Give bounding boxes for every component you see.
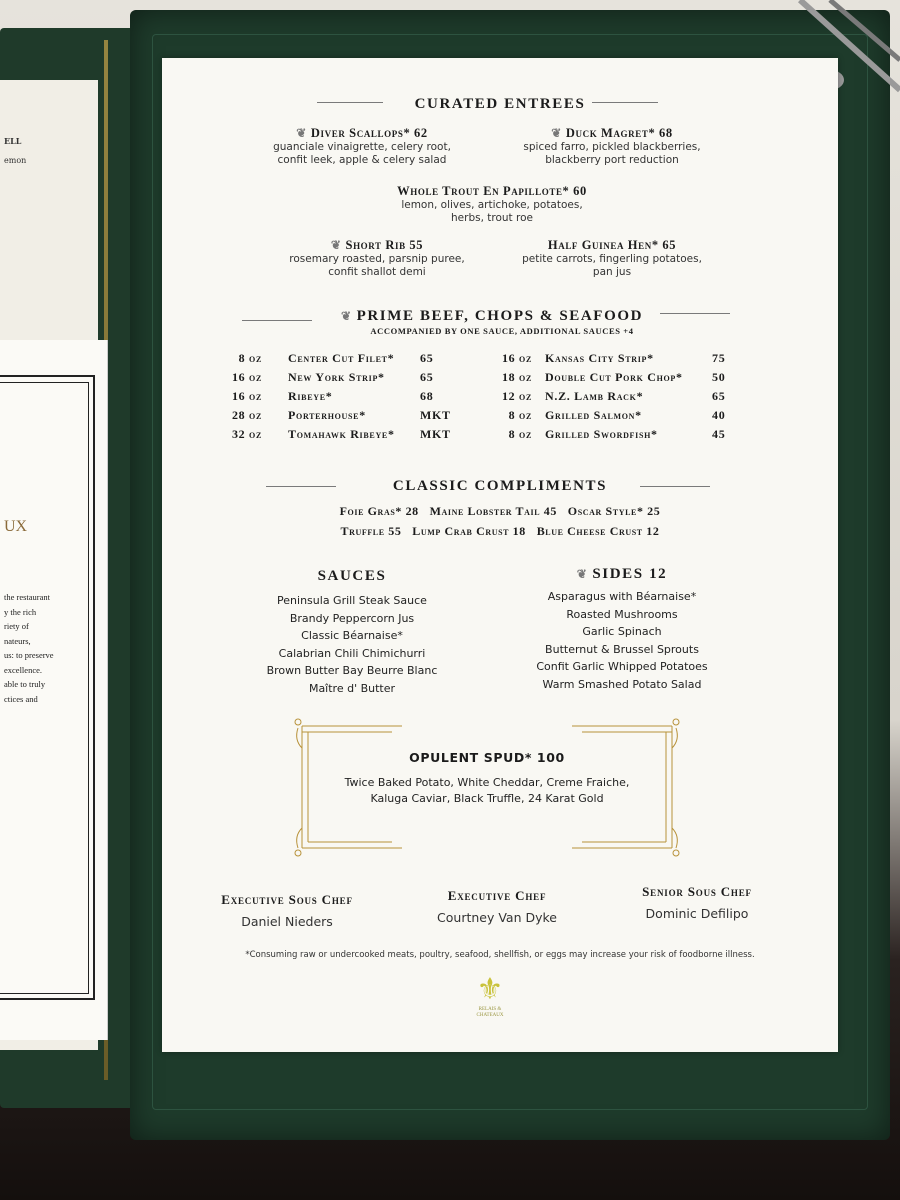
beef-item-name: New York Strip* xyxy=(288,370,385,384)
left-page-text: ELL xyxy=(4,136,22,146)
beef-item-name: Ribeye* xyxy=(288,389,333,403)
leaf-icon: ❦ xyxy=(551,126,562,140)
side-item: Confit Garlic Whipped Potatoes xyxy=(536,660,708,674)
entree-item: ❦ Duck Magret* 68 spiced farro, pickled blackberries, blackberry port reduction xyxy=(523,126,701,166)
sides-list xyxy=(502,588,742,694)
beef-item-price: 45 xyxy=(712,427,726,441)
sauces-list xyxy=(232,592,472,698)
beef-item-name: Center Cut Filet* xyxy=(288,351,395,365)
beef-item-size: 16 oz xyxy=(231,370,262,384)
entrees-heading: CURATED ENTREES xyxy=(414,96,586,112)
beef-item-price: 75 xyxy=(712,351,726,365)
relais-chateaux-logo: ⚜ RELAIS & CHATEAUX xyxy=(470,973,510,1023)
beef-subheading: ACCOMPANIED BY ONE SAUCE, ADDITIONAL SAUCES +4 xyxy=(370,326,634,336)
beef-item-size: 8 oz xyxy=(238,351,262,365)
beef-item-price: MKT xyxy=(420,408,451,422)
beef-item-price: 40 xyxy=(712,408,726,422)
side-item: Garlic Spinach xyxy=(582,625,662,639)
beef-item-size: 8 oz xyxy=(508,408,532,422)
left-insert-card xyxy=(0,340,108,1040)
chef-credit: Executive Sous Chef Daniel Nieders xyxy=(221,892,353,929)
chef-credit: Senior Sous Chef Dominic Defilipo xyxy=(642,884,752,921)
insert-title: UX xyxy=(4,518,28,535)
sauce-item: Classic Béarnaise* xyxy=(301,629,403,643)
entree-item: Half Guinea Hen* 65 petite carrots, fingerling potatoes, pan jus xyxy=(522,238,702,278)
opulent-spud: OPULENT SPUD* 100 Twice Baked Potato, White Cheddar, Creme Fraiche, Kaluga Caviar, Black Truffle, 24 Karat Gold xyxy=(344,750,630,805)
beef-item-name: Grilled Swordfish* xyxy=(545,427,658,441)
beef-item-price: 50 xyxy=(712,370,726,384)
entree-item: ❦ Short Rib 55 rosemary roasted, parsnip puree, confit shallot demi xyxy=(289,238,465,278)
beef-item-name: N.Z. Lamb Rack* xyxy=(545,389,644,403)
compliments-heading: CLASSIC COMPLIMENTS xyxy=(392,478,608,494)
beef-item-price: MKT xyxy=(420,427,451,441)
sauce-item: Brandy Peppercorn Jus xyxy=(289,611,415,625)
entree-item: ❦ Diver Scallops* 62 guanciale vinaigrette, celery root, confit leek, apple & celery salad xyxy=(273,126,451,166)
sauce-item: Peninsula Grill Steak Sauce xyxy=(277,594,427,607)
beef-item-size: 32 oz xyxy=(231,427,262,441)
compliments-row: Truffle 55 Lump Crab Crust 18 Blue Cheese Crust 12 xyxy=(340,524,660,538)
beef-item-name: Double Cut Pork Chop* xyxy=(545,370,683,384)
left-page-text: emon xyxy=(4,156,27,165)
sauces-heading: SAUCES xyxy=(317,568,387,584)
beef-item-size: 28 oz xyxy=(231,408,262,422)
side-item: Warm Smashed Potato Salad xyxy=(542,677,702,691)
beef-item-price: 65 xyxy=(712,389,726,403)
health-disclaimer: *Consuming raw or undercooked meats, poultry, seafood, shellfish, or eggs may increase your risk of foodborne illness. xyxy=(245,950,755,960)
beef-item-price: 65 xyxy=(420,351,434,365)
beef-item-name: Kansas City Strip* xyxy=(545,351,654,365)
beef-item-price: 68 xyxy=(420,389,434,403)
sauce-item: Brown Butter Bay Beurre Blanc xyxy=(266,664,438,678)
beef-item-price: 65 xyxy=(420,370,434,384)
insert-text: the restaurant y the rich riety of nateurs, us: to preserve excellence. able to truly ctices and xyxy=(4,592,54,704)
fleur-de-lis-icon: ⚜ xyxy=(476,972,504,1007)
beef-item-name: Porterhouse* xyxy=(288,408,366,422)
chef-credit: Executive Chef Courtney Van Dyke xyxy=(437,888,557,925)
menu-page xyxy=(162,58,838,1052)
entree-item: Whole Trout En Papillote* 60 lemon, olives, artichoke, potatoes, herbs, trout roe xyxy=(397,184,587,224)
side-item: Asparagus with Béarnaise* xyxy=(547,590,697,603)
beef-item-size: 16 oz xyxy=(501,351,532,365)
beef-item-name: Grilled Salmon* xyxy=(545,408,642,422)
leaf-icon: ❦ xyxy=(576,567,589,581)
beef-item-name: Tomahawk Ribeye* xyxy=(288,427,395,441)
side-item: Roasted Mushrooms xyxy=(566,607,678,621)
beef-item-size: 12 oz xyxy=(501,389,532,403)
leaf-icon: ❦ xyxy=(340,309,353,323)
compliments-row: Foie Gras* 28 Maine Lobster Tail 45 Oscar Style* 25 xyxy=(339,504,661,518)
side-item: Butternut & Brussel Sprouts xyxy=(545,642,699,656)
leaf-icon: ❦ xyxy=(296,126,307,140)
beef-item-size: 16 oz xyxy=(231,389,262,403)
sauce-item: Calabrian Chili Chimichurri xyxy=(278,646,426,660)
leaf-icon: ❦ xyxy=(330,238,342,252)
sauce-item: Maître d' Butter xyxy=(308,681,396,695)
beef-item-size: 8 oz xyxy=(508,427,532,441)
beef-item-size: 18 oz xyxy=(501,370,532,384)
sides-heading: ❦ SIDES 12 xyxy=(576,566,668,582)
beef-heading: ❦ PRIME BEEF, CHOPS & SEAFOOD xyxy=(340,308,644,324)
